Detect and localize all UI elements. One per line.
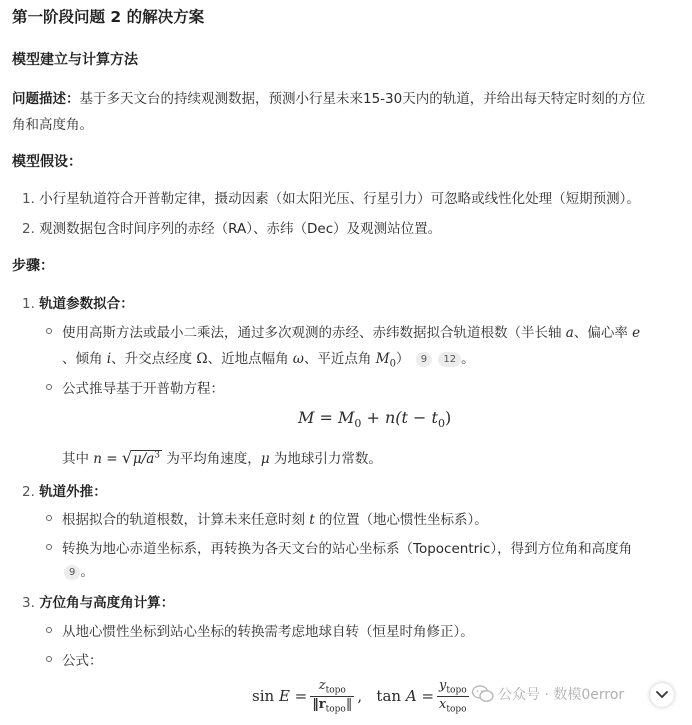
step-2-b1-pre: 根据拟合的轨道根数，计算未来任意时刻 xyxy=(62,512,305,528)
step-2-bullet-2-line2 xyxy=(62,560,94,580)
f-equals: = xyxy=(294,687,308,706)
step-3-title-text: 方位角与高度角计算 xyxy=(39,595,161,611)
eq-close: ) xyxy=(444,408,452,427)
assumption-item-2 xyxy=(22,217,441,237)
eq-plus: + xyxy=(366,408,380,427)
problem-text-line1: 基于多天文台的持续观测数据，预测小行星未来15-30天内的轨道，并给出每天特定时刻的方位 xyxy=(79,91,646,107)
sqrt-icon: √ xyxy=(121,447,133,467)
step-1-b1-end: 。 xyxy=(461,351,475,367)
step-1-bullet-1-line1 xyxy=(62,321,640,341)
where-n: n xyxy=(93,451,102,467)
step-1-b1-anom: 、平近点角 xyxy=(303,351,372,367)
step-3-title xyxy=(22,591,174,611)
step-1-title xyxy=(22,292,134,312)
assumption-text-2: 观测数据包含时间序列的赤经（RA）、赤纬（Dec）及观测站位置。 xyxy=(39,221,442,237)
step-1-colon: ： xyxy=(120,296,134,312)
chevron-down-icon xyxy=(656,691,668,699)
bullet-icon xyxy=(46,544,52,550)
step-2-title xyxy=(22,480,107,500)
step-1-b1-text: 使用高斯方法或最小二乘法，通过多次观测的赤经、赤纬数据拟合轨道根数（半长轴 xyxy=(62,325,562,341)
fraction-elevation xyxy=(310,678,354,714)
step-1-title-text: 轨道参数拟合 xyxy=(39,296,121,312)
step-2-title-text: 轨道外推 xyxy=(39,484,94,500)
step-3-bullet-2: 公式： xyxy=(62,653,103,669)
step-1-b1-peri: 、近地点幅角 xyxy=(207,351,289,367)
step-3-num: 3. xyxy=(22,595,35,611)
eq-n: n xyxy=(384,408,396,427)
eq-m0-sub: 0 xyxy=(354,417,362,431)
sqrt-expression xyxy=(121,447,162,468)
step-2-num: 2. xyxy=(22,484,35,500)
page-title: 第一阶段问题 2 的解决方案 xyxy=(12,8,205,26)
assumption-num-1: 1. xyxy=(22,191,35,207)
step-2-colon: ： xyxy=(93,484,107,500)
steps-heading: 步骤： xyxy=(12,258,54,274)
f-den-close: ‖ xyxy=(345,696,353,712)
altitude-azimuth-formula xyxy=(252,678,472,714)
problem-label: 问题描述 xyxy=(12,91,66,107)
symbol-m0: M xyxy=(375,351,390,367)
problem-colon: ： xyxy=(66,91,80,107)
f-den: ‖r xyxy=(312,696,326,712)
step-1-where-line xyxy=(62,447,382,467)
eq-equals: = xyxy=(319,408,333,427)
citation-badge[interactable]: 9 xyxy=(64,565,80,580)
where-equals: = xyxy=(106,451,118,467)
symbol-omega: ω xyxy=(292,351,304,367)
step-1-bullet-1-line2 xyxy=(62,347,475,370)
bullet-icon xyxy=(46,384,52,390)
eq-paren: (t − t xyxy=(395,408,438,427)
f-den2: x xyxy=(439,696,447,712)
symbol-a: a xyxy=(565,325,574,341)
f-den-sub: topo xyxy=(325,704,346,715)
f-num2: y xyxy=(439,678,447,693)
bullet-icon xyxy=(46,656,52,662)
where-mid: 为平均角速度， xyxy=(166,451,261,467)
bullet-icon xyxy=(46,328,52,334)
step-1-b1-incl: 、倾角 xyxy=(62,351,103,367)
assumption-text-1: 小行星轨道符合开普勒定律，摄动因素（如太阳光压、行星引力）可忽略或线性化处理（短期预测）。 xyxy=(39,191,640,207)
symbol-t: t xyxy=(309,512,315,528)
step-1-b1-mid: 、偏心率 xyxy=(573,325,628,341)
assumption-item-1 xyxy=(22,187,640,207)
eq-m: M xyxy=(298,408,315,427)
watermark-text: 公众号 · 数模0error xyxy=(498,687,625,703)
step-2-b2-end: 。 xyxy=(80,564,94,580)
symbol-i: i xyxy=(106,351,112,367)
where-end: 为地球引力常数。 xyxy=(273,451,382,467)
citation-badge[interactable]: 12 xyxy=(438,352,461,367)
where-prefix: 其中 xyxy=(62,451,89,467)
f-equals-2: = xyxy=(421,687,435,706)
fraction-azimuth xyxy=(437,678,469,714)
f-sin: sin xyxy=(252,687,275,706)
wechat-icon xyxy=(472,685,494,703)
symbol-omega-upper: Ω xyxy=(196,351,208,367)
f-num-sub: topo xyxy=(325,685,346,696)
step-1-num: 1. xyxy=(22,296,35,312)
step-1-b1-node: 、升交点经度 xyxy=(111,351,193,367)
step-3-colon: ： xyxy=(160,595,175,611)
citation-badge[interactable]: 9 xyxy=(416,352,432,367)
bullet-icon xyxy=(46,627,52,633)
assumptions-heading: 模型假设： xyxy=(12,154,82,170)
step-2-b1-post: 的位置（地心惯性坐标系）。 xyxy=(319,512,488,528)
f-comma: , xyxy=(357,687,363,706)
eq-t0-sub: 0 xyxy=(437,417,445,431)
step-1-bullet-2: 公式推导基于开普勒方程： xyxy=(62,381,224,397)
problem-line2: 角和高度角。 xyxy=(12,117,93,133)
problem-line1 xyxy=(12,87,645,107)
where-power: 3 xyxy=(154,450,161,461)
f-num: z xyxy=(318,678,326,693)
watermark xyxy=(472,684,624,704)
section-heading: 模型建立与计算方法 xyxy=(12,52,138,68)
f-den2-sub: topo xyxy=(446,704,467,715)
f-num2-sub: topo xyxy=(446,685,467,696)
where-radicand: μ/a xyxy=(132,451,155,467)
scroll-down-button[interactable] xyxy=(650,683,674,707)
where-mu: μ xyxy=(260,451,270,467)
symbol-m0-sub: 0 xyxy=(389,358,396,370)
symbol-e: e xyxy=(632,325,641,341)
assumption-num-2: 2. xyxy=(22,221,35,237)
eq-m0: M xyxy=(337,408,355,427)
bullet-icon xyxy=(46,515,52,521)
step-3-bullet-1: 从地心惯性坐标到站心坐标的转换需考虑地球自转（恒星时角修正）。 xyxy=(62,624,474,640)
f-a: A xyxy=(405,687,417,706)
f-tan: tan xyxy=(376,687,402,706)
kepler-equation xyxy=(298,408,451,430)
step-2-bullet-1 xyxy=(62,508,488,528)
f-e: E xyxy=(278,687,290,706)
step-2-bullet-2-line1: 转换为地心赤道坐标系，再转换为各天文台的站心坐标系（Topocentric），得到方位角和高度角 xyxy=(62,541,633,557)
step-1-b1-close: ） xyxy=(395,351,410,367)
